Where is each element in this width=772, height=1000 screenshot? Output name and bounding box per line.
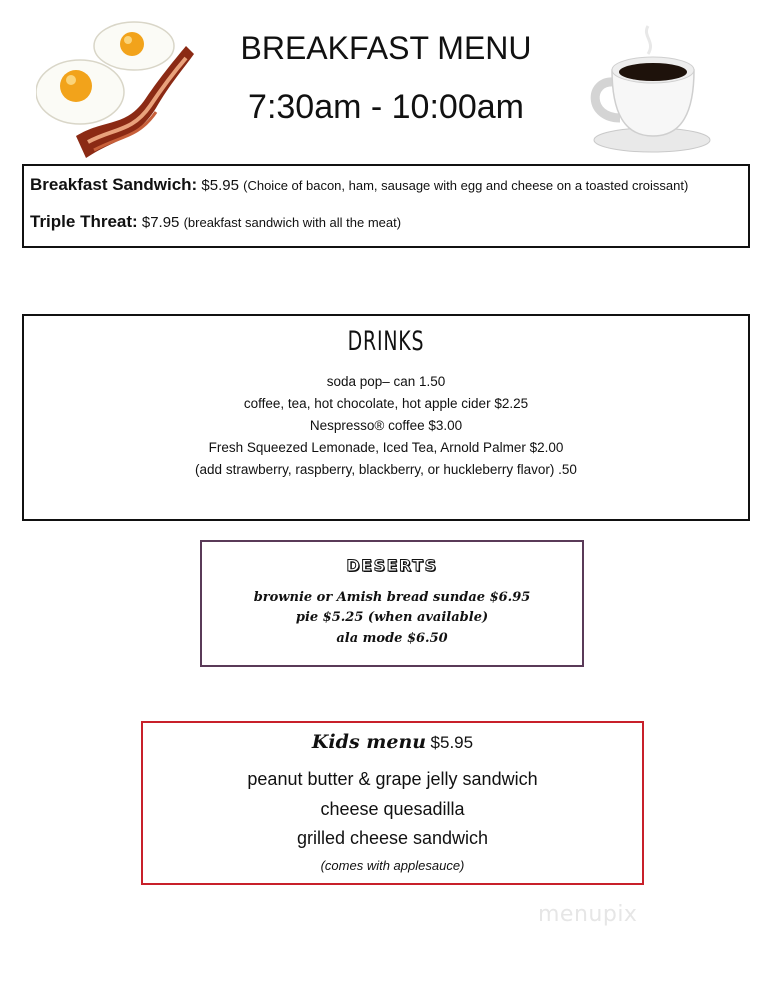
watermark: menupix (538, 902, 638, 927)
item-note: (Choice of bacon, ham, sausage with egg and cheese on a toasted croissant) (243, 178, 689, 193)
breakfast-sandwich-line (30, 175, 688, 195)
kids-menu-price: $5.95 (430, 733, 474, 752)
drink-line: soda pop– can 1.50 (326, 374, 446, 389)
item-price: $5.95 (201, 177, 239, 194)
desert-line: brownie or Amish bread sundae $6.95 (253, 590, 531, 605)
coffee-cup-icon (586, 22, 716, 157)
triple-threat-line (30, 212, 401, 232)
kids-menu-title: Kids menu (311, 731, 427, 753)
breakfast-items-box (22, 164, 750, 248)
drinks-box (22, 314, 750, 521)
kids-menu-note: (comes with applesauce) (320, 858, 465, 873)
item-price: $7.95 (141, 214, 180, 231)
drink-line: (add strawberry, raspberry, blackberry, or huckleberry flavor) .50 (195, 462, 577, 477)
kids-item: grilled cheese sandwich (296, 828, 489, 848)
drink-line: Fresh Squeezed Lemonade, Iced Tea, Arnold Palmer $2.00 (208, 440, 564, 455)
item-name: Triple Threat: (30, 212, 138, 231)
desert-line: ala mode $6.50 (336, 631, 448, 646)
deserts-title: DESERTS (346, 556, 438, 575)
desert-line: pie $5.25 (when available) (295, 610, 489, 625)
drinks-title: DRINKS (347, 326, 425, 357)
kids-item: peanut butter & grape jelly sandwich (247, 769, 538, 789)
drink-line: coffee, tea, hot chocolate, hot apple cider $2.25 (243, 396, 529, 411)
deserts-box (200, 540, 584, 667)
menu-title: BREAKFAST MENU (240, 30, 532, 66)
kids-menu-header (143, 731, 642, 753)
drink-line: Nespresso® coffee $3.00 (309, 418, 463, 433)
kids-menu-box (141, 721, 644, 885)
item-name: Breakfast Sandwich: (30, 175, 198, 194)
item-note: (breakfast sandwich with all the meat) (183, 215, 402, 230)
kids-item: cheese quesadilla (320, 799, 465, 819)
menu-hours: 7:30am - 10:00am (248, 88, 524, 126)
